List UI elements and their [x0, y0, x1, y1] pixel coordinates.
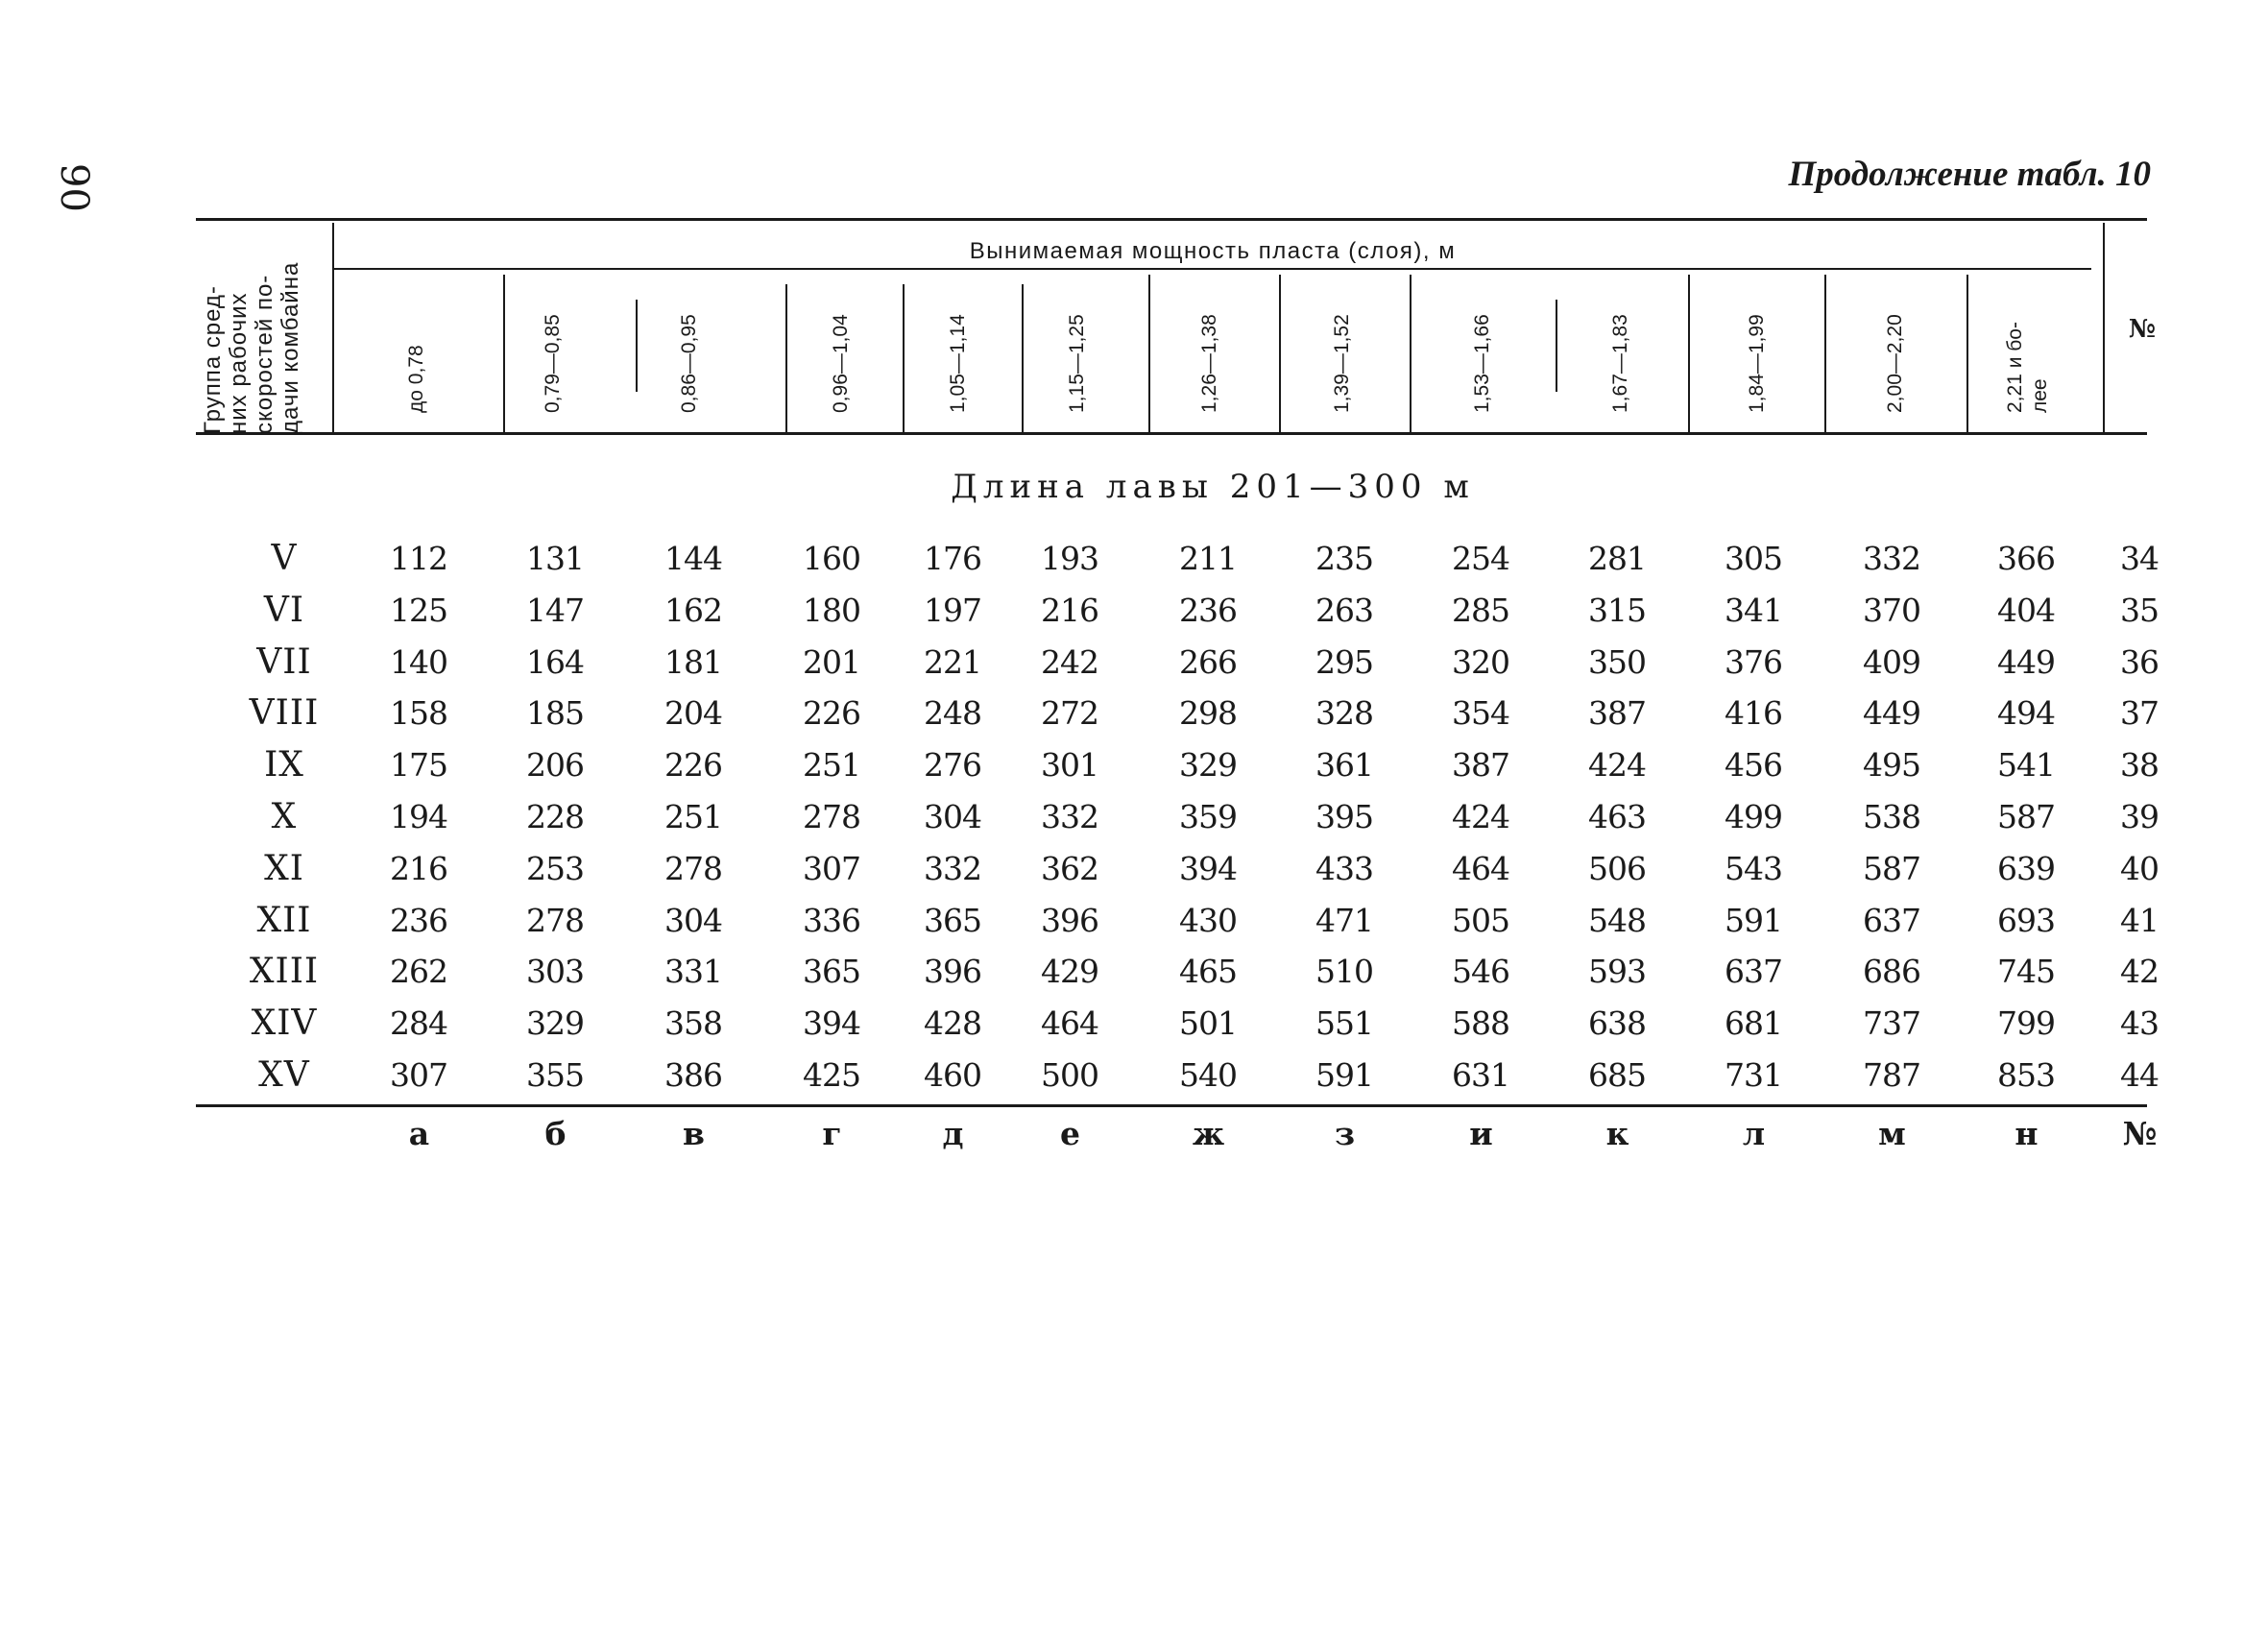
- value-cell: 551: [1315, 1004, 1373, 1043]
- value-cell: 464: [1452, 849, 1509, 887]
- row-number-cell: 38: [2120, 746, 2159, 785]
- value-cell: 639: [1997, 849, 2055, 887]
- value-cell: 251: [803, 746, 860, 785]
- value-cell: 540: [1179, 1056, 1237, 1094]
- range-header: 1,26—1,38: [1198, 314, 1220, 413]
- speed-group-cell: XII: [256, 900, 312, 940]
- value-cell: 500: [1041, 1056, 1098, 1094]
- table-row: [0, 1051, 2268, 1100]
- value-cell: 211: [1179, 540, 1237, 577]
- value-cell: 376: [1725, 642, 1782, 681]
- value-cell: 358: [664, 1004, 722, 1043]
- column-divider: [903, 284, 905, 432]
- value-cell: 428: [924, 1004, 981, 1043]
- speed-group-cell: VII: [256, 641, 312, 682]
- value-cell: 460: [924, 1056, 981, 1094]
- value-cell: 853: [1997, 1056, 2055, 1094]
- column-letter: и: [1469, 1115, 1492, 1152]
- value-cell: 591: [1725, 901, 1782, 939]
- value-cell: 471: [1315, 901, 1373, 939]
- value-cell: 147: [526, 591, 584, 629]
- column-letter: м: [1878, 1115, 1905, 1152]
- value-cell: 175: [390, 746, 447, 785]
- value-cell: 332: [1041, 798, 1098, 835]
- column-divider: [636, 300, 638, 392]
- value-cell: 329: [526, 1004, 584, 1043]
- column-divider: [785, 284, 787, 432]
- range-header: 0,96—1,04: [830, 314, 852, 413]
- value-cell: 158: [390, 694, 447, 733]
- value-cell: 251: [664, 798, 722, 835]
- value-cell: 396: [924, 953, 981, 991]
- speed-group-cell: XI: [264, 848, 304, 888]
- row-number-cell: 44: [2120, 1056, 2159, 1094]
- value-cell: 396: [1041, 901, 1098, 939]
- section-title: Длина лавы 201—300 м: [951, 468, 1475, 506]
- column-divider: [1556, 300, 1557, 392]
- value-cell: 548: [1588, 901, 1646, 939]
- value-cell: 206: [526, 746, 584, 785]
- value-cell: 125: [390, 591, 447, 629]
- range-header: до 0,78: [405, 345, 427, 413]
- column-letter: ж: [1192, 1115, 1224, 1152]
- row-number-cell: 42: [2120, 953, 2159, 991]
- value-cell: 226: [803, 694, 860, 733]
- value-cell: 787: [1863, 1056, 1920, 1094]
- value-cell: 185: [526, 694, 584, 733]
- range-header: 1,39—1,52: [1331, 314, 1353, 413]
- value-cell: 354: [1452, 694, 1509, 733]
- column-divider: [1279, 275, 1281, 432]
- value-cell: 221: [924, 642, 981, 681]
- value-cell: 332: [1863, 540, 1920, 577]
- span-header-rule: [334, 268, 2091, 270]
- value-cell: 235: [1315, 540, 1373, 577]
- continuation-label: Продолжение табл. 10: [1788, 155, 2151, 194]
- value-cell: 587: [1997, 798, 2055, 835]
- value-cell: 305: [1725, 540, 1782, 577]
- value-cell: 588: [1452, 1004, 1509, 1043]
- value-cell: 685: [1588, 1056, 1646, 1094]
- column-letter: з: [1334, 1115, 1355, 1152]
- value-cell: 336: [803, 901, 860, 939]
- value-cell: 424: [1588, 746, 1646, 785]
- speed-group-cell: IX: [264, 745, 304, 786]
- value-cell: 799: [1997, 1004, 2055, 1043]
- seam-thickness-header: Вынимаемая мощность пласта (слоя), м: [969, 238, 1457, 264]
- value-cell: 181: [664, 642, 722, 681]
- value-cell: 506: [1588, 849, 1646, 887]
- speed-group-cell: X: [271, 797, 298, 836]
- column-letter: к: [1605, 1115, 1629, 1152]
- range-header: 1,15—1,25: [1066, 314, 1088, 413]
- value-cell: 501: [1179, 1004, 1237, 1043]
- value-cell: 425: [803, 1056, 860, 1094]
- value-cell: 226: [664, 746, 722, 785]
- value-cell: 144: [664, 540, 722, 577]
- value-cell: 315: [1588, 591, 1646, 629]
- value-cell: 307: [803, 849, 860, 887]
- table-row: [0, 740, 2268, 790]
- value-cell: 278: [803, 798, 860, 835]
- value-cell: 737: [1863, 1004, 1920, 1043]
- header-bottom-rule: [196, 432, 2147, 435]
- column-divider: [1688, 275, 1690, 432]
- row-number-cell: 40: [2120, 849, 2159, 887]
- range-header: 1,84—1,99: [1746, 314, 1768, 413]
- value-cell: 304: [664, 901, 722, 939]
- value-cell: 686: [1863, 953, 1920, 991]
- value-cell: 278: [664, 849, 722, 887]
- value-cell: 216: [1041, 591, 1098, 629]
- row-number-cell: 37: [2120, 694, 2159, 733]
- value-cell: 236: [390, 901, 447, 939]
- value-cell: 538: [1863, 798, 1920, 835]
- value-cell: 331: [664, 953, 722, 991]
- value-cell: 162: [664, 591, 722, 629]
- value-cell: 329: [1179, 746, 1237, 785]
- value-cell: 272: [1041, 694, 1098, 733]
- column-letter-row: [0, 1109, 2268, 1157]
- value-cell: 394: [1179, 849, 1237, 887]
- value-cell: 593: [1588, 953, 1646, 991]
- value-cell: 637: [1725, 953, 1782, 991]
- value-cell: 495: [1863, 746, 1920, 785]
- value-cell: 278: [526, 901, 584, 939]
- value-cell: 197: [924, 591, 981, 629]
- value-cell: 745: [1997, 953, 2055, 991]
- value-cell: 409: [1863, 642, 1920, 681]
- value-cell: 362: [1041, 849, 1098, 887]
- table-row: [0, 896, 2268, 946]
- value-cell: 242: [1041, 642, 1098, 681]
- value-cell: 404: [1997, 591, 2055, 629]
- range-header: 2,21 и бо- лее: [2004, 322, 2051, 413]
- value-cell: 395: [1315, 798, 1373, 835]
- value-cell: 304: [924, 798, 981, 835]
- range-header: 2,00—2,20: [1884, 314, 1906, 413]
- value-cell: 546: [1452, 953, 1509, 991]
- column-letter: е: [1060, 1115, 1079, 1152]
- value-cell: 543: [1725, 849, 1782, 887]
- table-row: [0, 638, 2268, 688]
- value-cell: 295: [1315, 642, 1373, 681]
- speed-group-cell: VIII: [249, 693, 320, 734]
- row-number-cell: 41: [2120, 901, 2159, 939]
- value-cell: 228: [526, 798, 584, 835]
- value-cell: 693: [1997, 901, 2055, 939]
- value-cell: 266: [1179, 642, 1237, 681]
- table-row: [0, 999, 2268, 1049]
- group-column-header: Группа сред- них рабочих скоростей по- дачи комбайна: [200, 261, 303, 434]
- value-cell: 510: [1315, 953, 1373, 991]
- value-cell: 359: [1179, 798, 1237, 835]
- value-cell: 341: [1725, 591, 1782, 629]
- column-letter: н: [2015, 1115, 2038, 1152]
- speed-group-cell: VI: [263, 590, 305, 630]
- value-cell: 433: [1315, 849, 1373, 887]
- range-header: 1,67—1,83: [1609, 314, 1631, 413]
- column-letter: б: [544, 1115, 566, 1152]
- value-cell: 638: [1588, 1004, 1646, 1043]
- value-cell: 236: [1179, 591, 1237, 629]
- column-letter: л: [1742, 1115, 1765, 1152]
- value-cell: 387: [1452, 746, 1509, 785]
- value-cell: 370: [1863, 591, 1920, 629]
- value-cell: 499: [1725, 798, 1782, 835]
- speed-group-cell: V: [271, 539, 298, 578]
- value-cell: 365: [803, 953, 860, 991]
- value-cell: 332: [924, 849, 981, 887]
- table-row: [0, 792, 2268, 842]
- value-cell: 591: [1315, 1056, 1373, 1094]
- value-cell: 449: [1997, 642, 2055, 681]
- value-cell: 463: [1588, 798, 1646, 835]
- row-number-cell: 43: [2120, 1004, 2159, 1043]
- value-cell: 456: [1725, 746, 1782, 785]
- value-cell: 416: [1725, 694, 1782, 733]
- value-cell: 394: [803, 1004, 860, 1043]
- value-cell: 193: [1041, 540, 1098, 577]
- value-cell: 465: [1179, 953, 1237, 991]
- page-number: 90: [52, 163, 96, 212]
- value-cell: 731: [1725, 1056, 1782, 1094]
- value-cell: 494: [1997, 694, 2055, 733]
- column-letter: а: [408, 1115, 429, 1152]
- value-cell: 254: [1452, 540, 1509, 577]
- value-cell: 307: [390, 1056, 447, 1094]
- value-cell: 505: [1452, 901, 1509, 939]
- range-header: 0,79—0,85: [542, 314, 564, 413]
- row-number-cell: 39: [2120, 798, 2159, 835]
- value-cell: 681: [1725, 1004, 1782, 1043]
- value-cell: 355: [526, 1056, 584, 1094]
- table-row: [0, 689, 2268, 738]
- table-row: [0, 947, 2268, 997]
- speed-group-cell: XIII: [249, 952, 320, 992]
- value-cell: 276: [924, 746, 981, 785]
- column-letter: г: [822, 1115, 841, 1152]
- value-cell: 350: [1588, 642, 1646, 681]
- speed-group-cell: XV: [258, 1055, 310, 1095]
- table-row: [0, 534, 2268, 584]
- value-cell: 180: [803, 591, 860, 629]
- value-cell: 541: [1997, 746, 2055, 785]
- value-cell: 140: [390, 642, 447, 681]
- value-cell: 194: [390, 798, 447, 835]
- range-header: 0,86—0,95: [678, 314, 700, 413]
- column-divider: [1022, 284, 1024, 432]
- value-cell: 131: [526, 540, 584, 577]
- row-number-cell: 35: [2120, 591, 2159, 629]
- column-letter: д: [942, 1115, 963, 1152]
- value-cell: 303: [526, 953, 584, 991]
- value-cell: 366: [1997, 540, 2055, 577]
- range-header: 1,05—1,14: [947, 314, 969, 413]
- column-letter: №: [2122, 1115, 2157, 1152]
- value-cell: 637: [1863, 901, 1920, 939]
- table-bottom-rule: [196, 1104, 2147, 1107]
- column-divider: [1148, 275, 1150, 432]
- column-divider: [1824, 275, 1826, 432]
- table-row: [0, 586, 2268, 636]
- value-cell: 285: [1452, 591, 1509, 629]
- number-column-header: №: [2128, 315, 2157, 344]
- value-cell: 365: [924, 901, 981, 939]
- value-cell: 281: [1588, 540, 1646, 577]
- value-cell: 201: [803, 642, 860, 681]
- value-cell: 387: [1588, 694, 1646, 733]
- value-cell: 386: [664, 1056, 722, 1094]
- speed-group-cell: XIV: [251, 1003, 318, 1044]
- column-divider: [1966, 275, 1968, 432]
- value-cell: 301: [1041, 746, 1098, 785]
- value-cell: 248: [924, 694, 981, 733]
- value-cell: 328: [1315, 694, 1373, 733]
- value-cell: 464: [1041, 1004, 1098, 1043]
- value-cell: 216: [390, 849, 447, 887]
- row-number-cell: 34: [2120, 540, 2159, 577]
- value-cell: 204: [664, 694, 722, 733]
- value-cell: 631: [1452, 1056, 1509, 1094]
- value-cell: 112: [390, 540, 447, 577]
- value-cell: 262: [390, 953, 447, 991]
- value-cell: 284: [390, 1004, 447, 1043]
- table-row: [0, 844, 2268, 894]
- value-cell: 164: [526, 642, 584, 681]
- column-divider: [503, 275, 505, 432]
- value-cell: 176: [924, 540, 981, 577]
- value-cell: 263: [1315, 591, 1373, 629]
- value-cell: 430: [1179, 901, 1237, 939]
- range-header: 1,53—1,66: [1471, 314, 1493, 413]
- value-cell: 587: [1863, 849, 1920, 887]
- value-cell: 361: [1315, 746, 1373, 785]
- value-cell: 298: [1179, 694, 1237, 733]
- value-cell: 449: [1863, 694, 1920, 733]
- value-cell: 424: [1452, 798, 1509, 835]
- row-number-cell: 36: [2120, 642, 2159, 681]
- value-cell: 429: [1041, 953, 1098, 991]
- value-cell: 160: [803, 540, 860, 577]
- value-cell: 320: [1452, 642, 1509, 681]
- table-top-rule: [196, 218, 2147, 221]
- value-cell: 253: [526, 849, 584, 887]
- header-divider: [2103, 223, 2105, 432]
- column-letter: в: [683, 1115, 704, 1152]
- column-divider: [1410, 275, 1411, 432]
